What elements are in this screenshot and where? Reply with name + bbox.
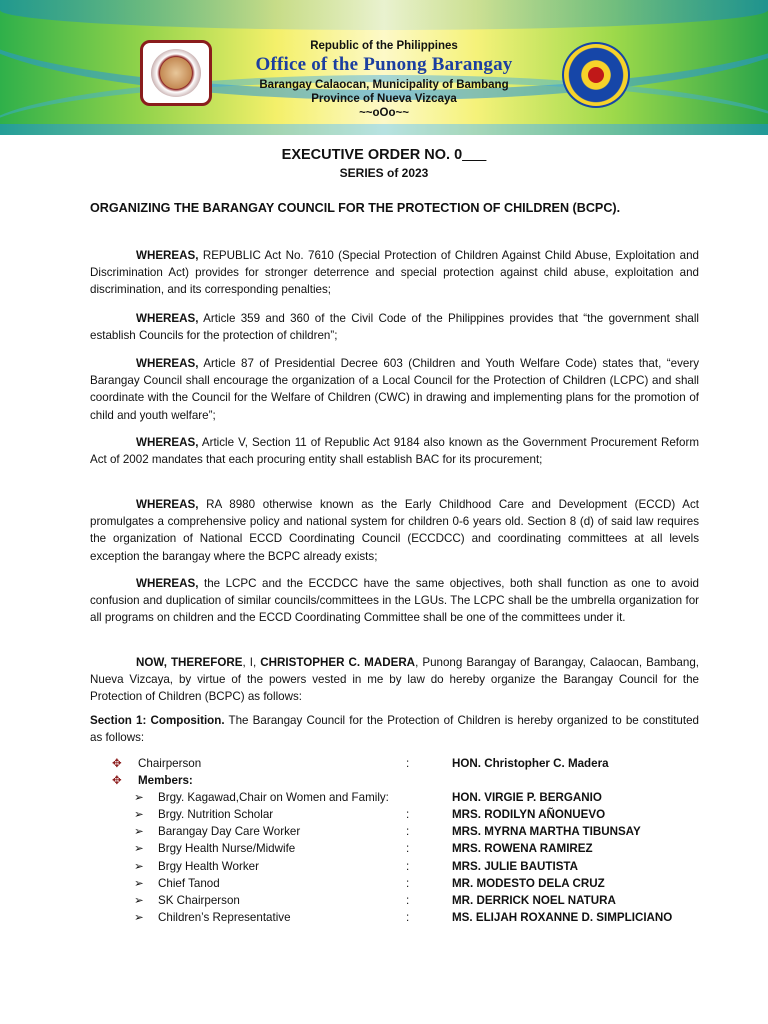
- order-number-prefix: EXECUTIVE ORDER NO. 0: [281, 147, 463, 163]
- member-role: Brgy Health Nurse/Midwife: [158, 842, 296, 856]
- arrow-bullet-icon: ➢: [134, 910, 144, 924]
- member-name: MS. ELIJAH ROXANNE D. SIMPLICIANO: [452, 910, 673, 924]
- member-name: MRS. ROWENA RAMIREZ: [452, 842, 593, 856]
- whereas-paragraph: WHEREAS, REPUBLIC Act No. 7610 (Special Protection of Children Against Child Abuse, Exploitation and Discrimination Act) provides for stronger deterrence and special protection against child abuse, exploitation and discrimination, and its corresponding penalties;: [90, 249, 699, 297]
- section-1-composition: Section 1: Composition. The Barangay Council for the Protection of Children is hereby organized to be constituted as follows:: [90, 714, 699, 745]
- header-office: Office of the Punong Barangay: [255, 54, 513, 75]
- chairperson-name: HON. Christopher C. Madera: [452, 757, 609, 770]
- arrow-bullet-icon: ➢: [134, 876, 144, 890]
- arrow-bullet-icon: ➢: [134, 842, 144, 856]
- whereas-paragraph: WHEREAS, Article 87 of Presidential Decree 603 (Children and Youth Welfare Code) states that, “every Barangay Council shall encourage the organization of a Local Council for the Protection of Children (LCPC) and shall coordinate with the Council for the Welfare of Children (CWC) in drawing and implementing plans for the promotion of child and youth welfare”;: [90, 357, 699, 422]
- chairperson-row: ✥ Chairperson : HON. Christopher C. Madera: [112, 755, 752, 772]
- member-name: MRS. JULIE BAUTISTA: [452, 859, 579, 873]
- bullet-icon: ✥: [112, 757, 122, 770]
- member-role: Children’s Representative: [158, 910, 291, 924]
- arrow-bullet-icon: ➢: [134, 791, 144, 805]
- member-name: MR. MODESTO DELA CRUZ: [452, 876, 605, 890]
- header-province: Province of Nueva Vizcaya: [311, 93, 457, 105]
- whereas-paragraph: WHEREAS, RA 8980 otherwise known as the Early Childhood Care and Development (ECCD) Act promulgates a comprehensive policy and national system for children 0-6 years old. Section 8 (d) of said law requires the organization of National ECCD Coordinating Council (ECCDCC) and coordinating committees at all levels exception the barangay where the BCPC already exists;: [90, 498, 699, 563]
- executive-order-title: [0, 147, 768, 163]
- member-role: Brgy Health Worker: [158, 859, 259, 873]
- header-ornament: ~~oOo~~: [359, 107, 409, 119]
- now-therefore-paragraph: NOW, THEREFORE, I, CHRISTOPHER C. MADERA, Punong Barangay of Barangay, Calaocan, Bambang, Nueva Vizcaya, by virtue of the powers vested in me by law do hereby organize the Barangay Council for the Protection of Children (BCPC) as follows:: [90, 656, 699, 704]
- arrow-bullet-icon: ➢: [134, 893, 144, 907]
- whereas-paragraph: WHEREAS, the LCPC and the ECCDCC have the same objectives, both shall function as one to avoid confusion and duplication of similar councils/committees in the LGUs. The LCPC shall be the umbrella organization for all programs on children and the ECCD Coordinating Committee shall be one of the committees under it.: [90, 577, 699, 625]
- member-role: Brgy. Nutrition Scholar: [158, 808, 274, 822]
- order-series: SERIES of 2023: [339, 166, 429, 180]
- member-role: Chief Tanod: [158, 876, 220, 890]
- member-row: ➢ Brgy Health Worker : MRS. JULIE BAUTISTA: [112, 858, 752, 875]
- composition-list: [112, 755, 752, 926]
- arrow-bullet-icon: ➢: [134, 808, 144, 822]
- member-row: [112, 789, 752, 806]
- arrow-bullet-icon: ➢: [134, 825, 144, 839]
- order-number-blank: ___: [462, 147, 487, 163]
- order-subject: ORGANIZING THE BARANGAY COUNCIL FOR THE PROTECTION OF CHILDREN (BCPC).: [90, 201, 621, 215]
- member-row: ➢ Children’s Representative : MS. ELIJAH ROXANNE D. SIMPLICIANO: [112, 909, 752, 926]
- member-row: ➢ SK Chairperson : MR. DERRICK NOEL NATURA: [112, 892, 752, 909]
- member-row: ➢ Chief Tanod : MR. MODESTO DELA CRUZ: [112, 875, 752, 892]
- bullet-icon: ✥: [112, 774, 122, 788]
- member-name: MRS. RODILYN AÑONUEVO: [452, 808, 606, 822]
- member-row: ➢ Brgy. Nutrition Scholar : MRS. RODILYN AÑONUEVO: [112, 806, 752, 823]
- members-row: [112, 772, 752, 789]
- banner-strip: [0, 124, 768, 135]
- member-row: ➢ Barangay Day Care Worker : MRS. MYRNA MARTHA TIBUNSAY: [112, 823, 752, 840]
- chairperson-label: Chairperson: [138, 757, 202, 770]
- member-role: Brgy. Kagawad,Chair on Women and Family:: [158, 791, 389, 805]
- member-row: ➢ Brgy Health Nurse/Midwife : MRS. ROWENA RAMIREZ: [112, 840, 752, 857]
- members-label: Members:: [138, 774, 193, 788]
- header-barangay: Barangay Calaocan, Municipality of Bambang: [259, 79, 509, 91]
- member-role: Barangay Day Care Worker: [158, 825, 301, 839]
- letterhead-banner: [0, 0, 768, 135]
- member-name: MRS. MYRNA MARTHA TIBUNSAY: [452, 825, 641, 839]
- whereas-paragraph: WHEREAS, Article 359 and 360 of the Civil Code of the Philippines provides that “the government shall establish Councils for the protection of children”;: [90, 312, 699, 343]
- header-republic: Republic of the Philippines: [310, 40, 458, 52]
- member-name: MR. DERRICK NOEL NATURA: [452, 893, 616, 907]
- whereas-paragraph: WHEREAS, Article V, Section 11 of Republic Act 9184 also known as the Government Procurement Reform Act of 2002 mandates that each procuring entity shall establish BAC for its procurement;: [90, 436, 699, 467]
- arrow-bullet-icon: ➢: [134, 859, 144, 873]
- member-role: SK Chairperson: [158, 893, 240, 907]
- member-name: HON. VIRGIE P. BERGANIO: [452, 791, 602, 805]
